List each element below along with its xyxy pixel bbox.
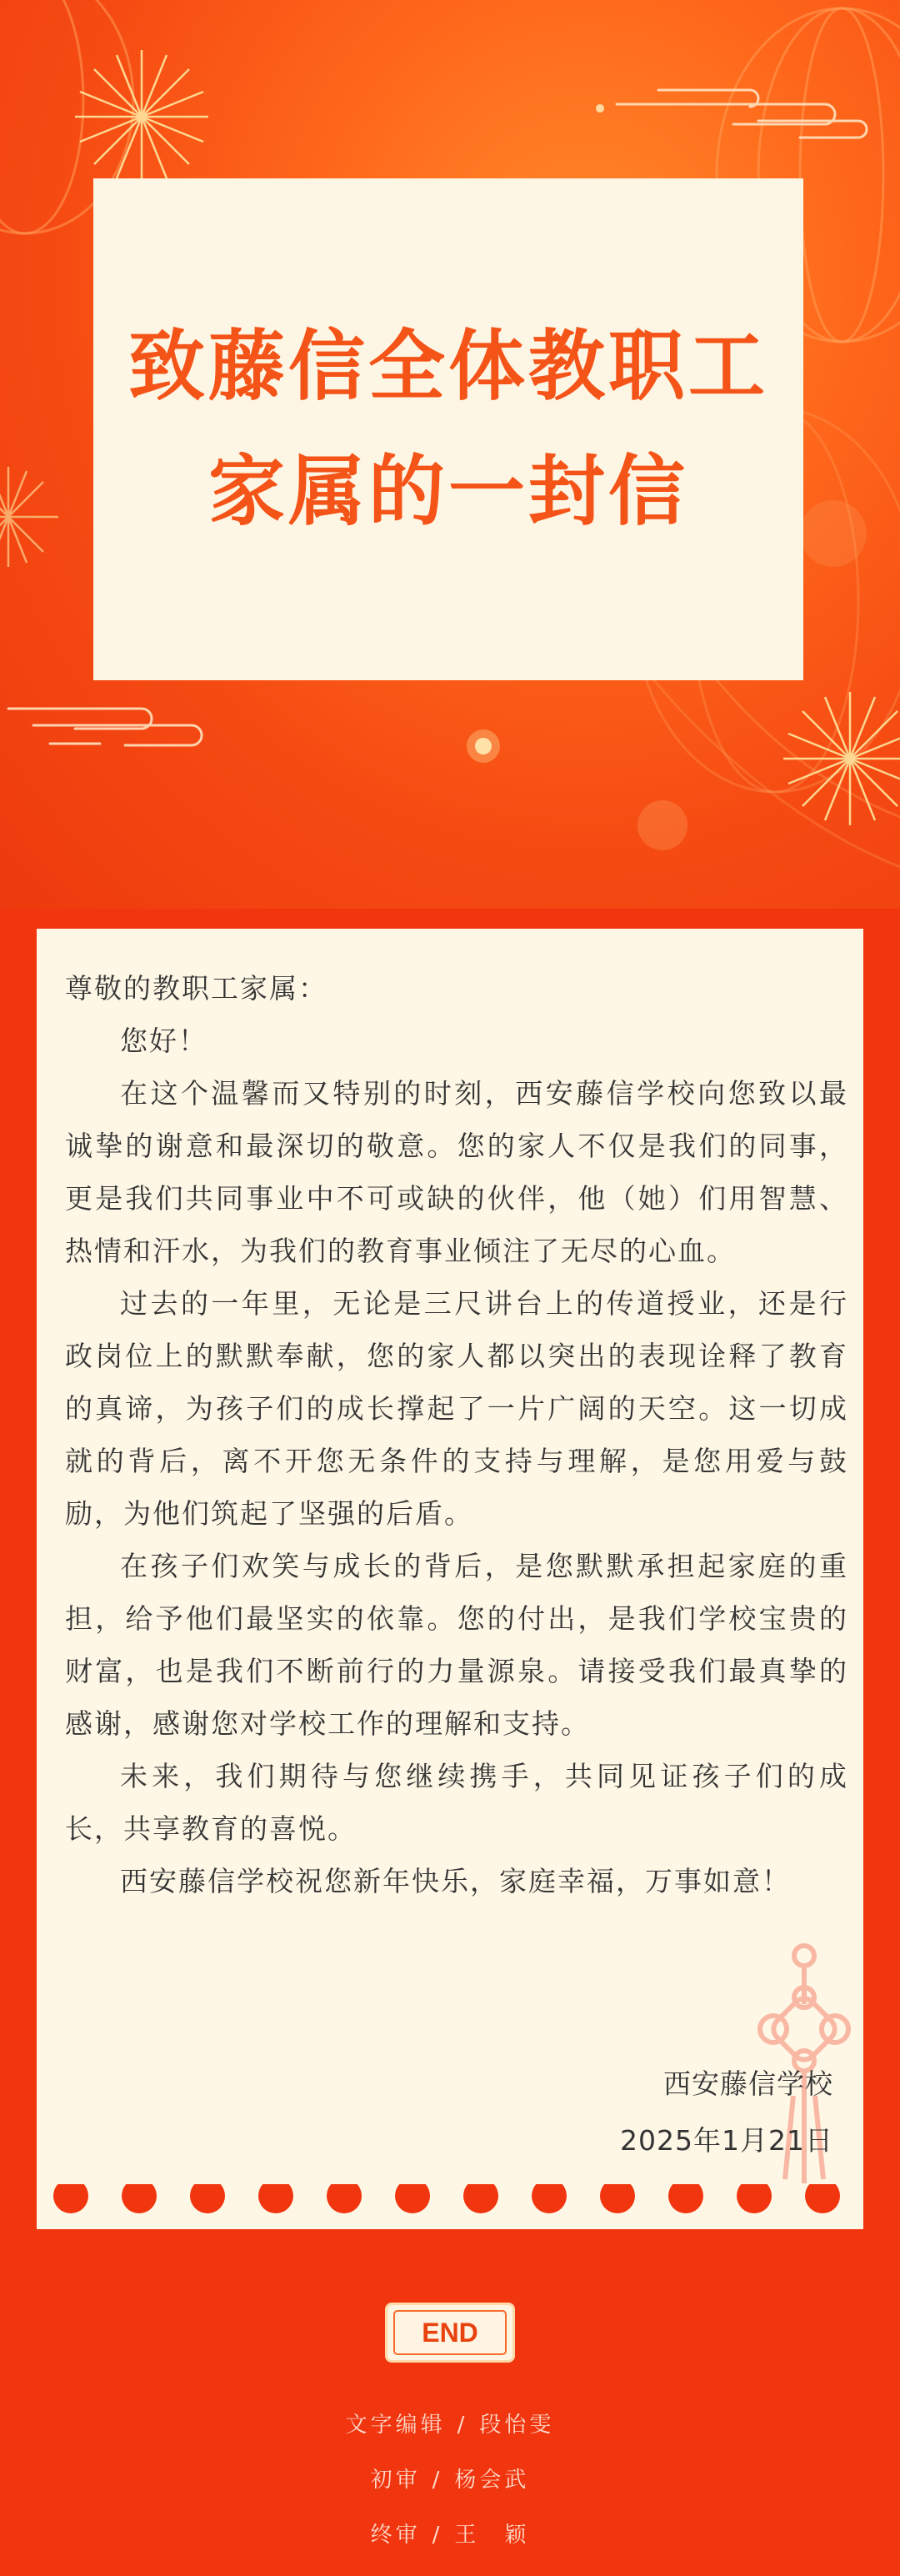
letter-paragraph: 西安藤信学校祝您新年快乐，家庭幸福，万事如意！ [120, 1865, 791, 1897]
page-title-line-1: 致藤信全体教职工 [128, 322, 768, 411]
credit-role: 初审 [370, 2468, 421, 2493]
letter-paragraph: 在孩子们欢笑与成长的背后，是您默默承担起家庭的重担，给予他们最坚实的依靠。您的付出，是我们学校宝贵的财富，也是我们不断前行的力量源泉。请接受我们最真挚的感谢，感谢您对学校工作的理解和支持。 [65, 1550, 848, 1740]
letter-date: 2025年1月21日 [620, 2124, 833, 2157]
credit-editor: 文字编辑 / 段怡雯 [345, 2413, 555, 2438]
credit-name: 段怡雯 [479, 2413, 555, 2438]
letter-paragraph: 过去的一年里，无论是三尺讲台上的传道授业，还是行政岗位上的默默奉献，您的家人都以突出的表现诠释了教育的真谛，为孩子们的成长撑起了一片广阔的天空。这一切成就的背后，离不开您无条件的支持与理解，是您用爱与鼓励，为他们筑起了坚强的后盾。 [65, 1287, 848, 1530]
letter-paper [37, 929, 863, 2229]
end-badge [385, 2303, 515, 2363]
title-card [93, 178, 803, 680]
letter-paragraph: 在这个温馨而又特别的时刻，西安藤信学校向您致以最诚挚的谢意和最深切的敬意。您的家人不仅是我们的同事，更是我们共同事业中不可或缺的伙伴，他（她）们用智慧、热情和汗水，为我们的教育事业倾注了无尽的心血。 [65, 1077, 848, 1267]
letter-signature: 西安藤信学校 [663, 2067, 833, 2100]
letter-greeting: 您好！ [120, 1025, 208, 1057]
credit-name: 杨会武 [454, 2468, 530, 2493]
page-title-line-2: 家属的一封信 [208, 447, 688, 536]
credit-role: 终审 [370, 2523, 421, 2548]
scallop-edge [37, 2184, 863, 2251]
hero-banner [0, 0, 900, 909]
letter-salutation: 尊敬的教职工家属： [65, 972, 328, 1005]
credit-final-review: 终审 / 王 颖 [370, 2523, 530, 2548]
credit-role: 文字编辑 [345, 2413, 446, 2438]
credit-first-review: 初审 / 杨会武 [370, 2468, 530, 2493]
letter-paragraph: 未来，我们期待与您继续携手，共同见证孩子们的成长，共享教育的喜悦。 [65, 1760, 848, 1845]
credit-name: 王 颖 [454, 2523, 530, 2548]
end-label: END [393, 2310, 507, 2355]
letter-body [65, 962, 848, 1907]
